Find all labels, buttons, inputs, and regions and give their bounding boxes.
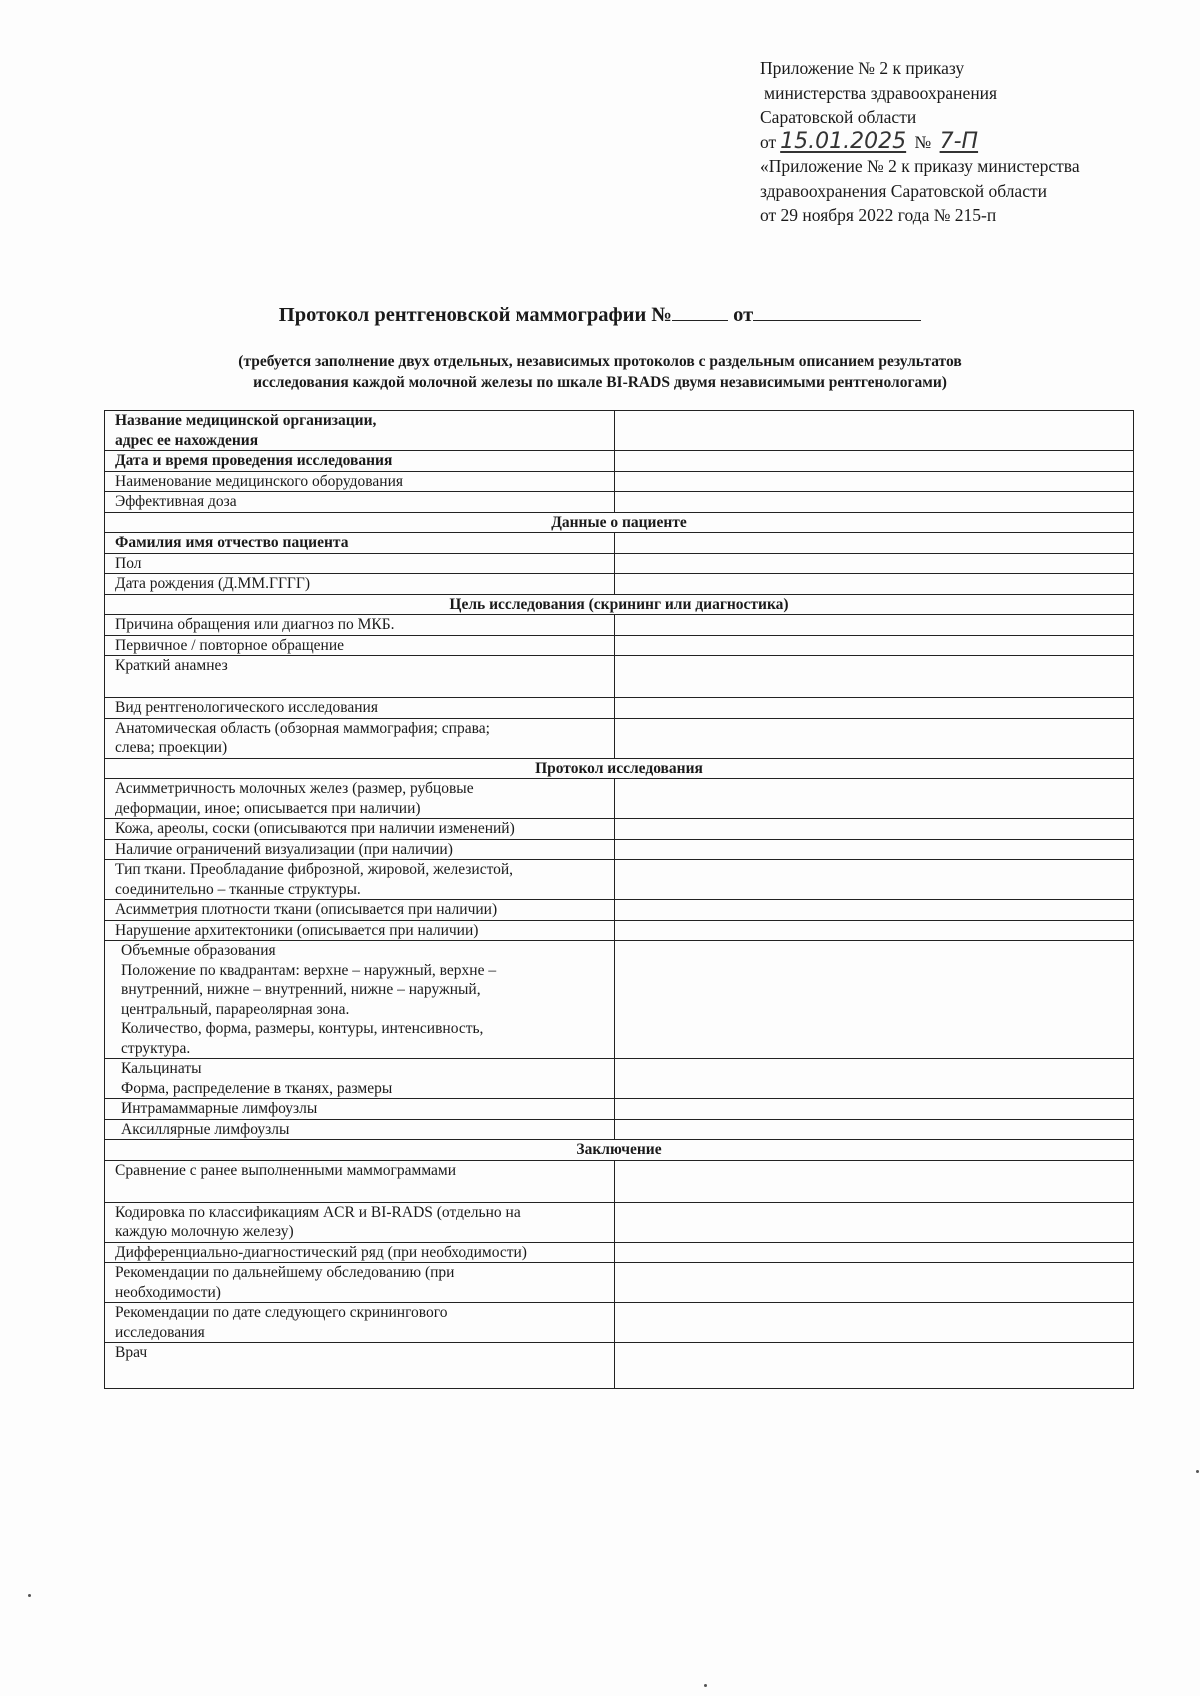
table-row [105, 1202, 1134, 1242]
header-date-line [760, 130, 1080, 155]
row-value-cell[interactable] [615, 698, 1134, 719]
section-conclusion: Заключение [105, 1140, 1134, 1161]
row-label: Кодировка по классификациям ACR и BI-RADS (отдельно на каждую молочную железу) [105, 1202, 615, 1242]
row-value-cell[interactable] [615, 656, 1134, 698]
row-label: Название медицинской организации, адрес ее нахождения [105, 411, 615, 451]
row-label: Рекомендации по дальнейшему обследованию (при необходимости) [105, 1263, 615, 1303]
row-label: Причина обращения или диагноз по МКБ. [105, 615, 615, 636]
protocol-table [104, 410, 1134, 1389]
row-value-cell[interactable] [615, 1343, 1134, 1389]
row-label: Дифференциально-диагностический ряд (при необходимости) [105, 1242, 615, 1263]
section-patient-data: Данные о пациенте [105, 512, 1134, 533]
handwritten-date: 15.01.2025 [780, 128, 907, 154]
row-value-cell[interactable] [615, 1263, 1134, 1303]
row-value-cell[interactable] [615, 920, 1134, 941]
row-value-cell[interactable] [615, 718, 1134, 758]
header-line-1: Приложение № 2 к приказу [760, 58, 965, 78]
table-row [105, 1343, 1134, 1389]
row-label: Фамилия имя отчество пациента [105, 533, 615, 554]
document-subtitle [0, 351, 1200, 393]
row-label: Аксиллярные лимфоузлы [105, 1119, 615, 1140]
table-row [105, 471, 1134, 492]
row-label: Сравнение с ранее выполненными маммограммами [105, 1160, 615, 1202]
row-label: Кальцинаты Форма, распределение в тканях, размеры [105, 1059, 615, 1099]
row-value-cell[interactable] [615, 411, 1134, 451]
row-label: Тип ткани. Преобладание фиброзной, жировой, железистой, соединительно – тканные структуры. [105, 860, 615, 900]
table-row [105, 1119, 1134, 1140]
row-label: Асимметричность молочных желез (размер, рубцовые деформации, иное; описывается при наличии) [105, 779, 615, 819]
row-value-cell[interactable] [615, 819, 1134, 840]
row-label: Рекомендации по дате следующего скринингового исследования [105, 1303, 615, 1343]
document-title [0, 302, 1200, 327]
section-row [105, 758, 1134, 779]
table-row [105, 411, 1134, 451]
scan-speck [704, 1684, 707, 1687]
scan-speck [1196, 1470, 1199, 1473]
header-quote-line-1: «Приложение № 2 к приказу министерства [760, 156, 1080, 176]
row-value-cell[interactable] [615, 615, 1134, 636]
row-label: Дата и время проведения исследования [105, 451, 615, 472]
table-row [105, 1242, 1134, 1263]
row-value-cell[interactable] [615, 1303, 1134, 1343]
row-label: Вид рентгенологического исследования [105, 698, 615, 719]
section-study-protocol: Протокол исследования [105, 758, 1134, 779]
row-value-cell[interactable] [615, 900, 1134, 921]
table-row [105, 839, 1134, 860]
table-row [105, 819, 1134, 840]
row-value-cell[interactable] [615, 1160, 1134, 1202]
row-label: Краткий анамнез [105, 656, 615, 698]
table-row [105, 718, 1134, 758]
order-header [760, 56, 1080, 228]
table-row [105, 941, 1134, 1059]
title-text: Протокол рентгеновской маммографии № [278, 304, 673, 326]
title-from: от [733, 304, 754, 326]
table-row [105, 900, 1134, 921]
section-row [105, 1140, 1134, 1161]
table-row [105, 779, 1134, 819]
table-row [105, 920, 1134, 941]
table-row [105, 860, 1134, 900]
row-label: Дата рождения (Д.ММ.ГГГГ) [105, 574, 615, 595]
row-value-cell[interactable] [615, 839, 1134, 860]
row-label: Анатомическая область (обзорная маммография; справа; слева; проекции) [105, 718, 615, 758]
subtitle-line-1: (требуется заполнение двух отдельных, независимых протоколов с раздельным описанием результатов [238, 353, 962, 370]
header-ot: от [760, 131, 777, 152]
header-quote-line-3: от 29 ноября 2022 года № 215-п [760, 205, 997, 225]
row-label: Пол [105, 553, 615, 574]
row-value-cell[interactable] [615, 779, 1134, 819]
row-value-cell[interactable] [615, 533, 1134, 554]
header-number-sign: № [914, 131, 932, 152]
row-label: Кожа, ареолы, соски (описываются при наличии изменений) [105, 819, 615, 840]
header-line-2: министерства здравоохранения [764, 82, 998, 103]
handwritten-number: 7-П [939, 128, 979, 154]
header-line-3: Саратовской области [760, 107, 917, 127]
table-row [105, 451, 1134, 472]
section-row [105, 594, 1134, 615]
row-label: Нарушение архитектоники (описывается при наличии) [105, 920, 615, 941]
row-label: Объемные образования Положение по квадрантам: верхне – наружный, верхне – внутренний, нижне – внутренний, нижне – наружный, центральный, парареолярная зона. Количество, форма, размеры, контуры, интенсивность, структура. [105, 941, 615, 1059]
protocol-number-blank[interactable] [672, 302, 728, 321]
row-label: Врач [105, 1343, 615, 1389]
table-row [105, 492, 1134, 513]
table-row [105, 635, 1134, 656]
section-row [105, 512, 1134, 533]
table-row [105, 656, 1134, 698]
row-value-cell[interactable] [615, 1119, 1134, 1140]
row-value-cell[interactable] [615, 574, 1134, 595]
row-value-cell[interactable] [615, 492, 1134, 513]
row-value-cell[interactable] [615, 1202, 1134, 1242]
table-row [105, 553, 1134, 574]
section-study-goal: Цель исследования (скрининг или диагностика) [105, 594, 1134, 615]
row-label: Интрамаммарные лимфоузлы [105, 1099, 615, 1120]
row-value-cell[interactable] [615, 941, 1134, 1059]
row-value-cell[interactable] [615, 1099, 1134, 1120]
row-label: Наименование медицинского оборудования [105, 471, 615, 492]
table-row [105, 1059, 1134, 1099]
table-row [105, 1160, 1134, 1202]
row-label: Асимметрия плотности ткани (описывается при наличии) [105, 900, 615, 921]
row-value-cell[interactable] [615, 860, 1134, 900]
table-row [105, 1099, 1134, 1120]
row-label: Наличие ограничений визуализации (при наличии) [105, 839, 615, 860]
row-value-cell[interactable] [615, 471, 1134, 492]
table-row [105, 574, 1134, 595]
protocol-date-blank[interactable] [753, 302, 921, 321]
subtitle-line-2: исследования каждой молочной железы по шкале BI-RADS двумя независимыми рентгенологами) [253, 374, 947, 391]
table-row [105, 533, 1134, 554]
table-row [105, 698, 1134, 719]
table-row [105, 1303, 1134, 1343]
header-quote-line-2: здравоохранения Саратовской области [760, 180, 1047, 201]
row-label: Эффективная доза [105, 492, 615, 513]
table-row [105, 1263, 1134, 1303]
row-value-cell[interactable] [615, 451, 1134, 472]
row-label: Первичное / повторное обращение [105, 635, 615, 656]
table-row [105, 615, 1134, 636]
row-value-cell[interactable] [615, 1242, 1134, 1263]
row-value-cell[interactable] [615, 553, 1134, 574]
row-value-cell[interactable] [615, 1059, 1134, 1099]
scan-speck [28, 1594, 31, 1597]
row-value-cell[interactable] [615, 635, 1134, 656]
